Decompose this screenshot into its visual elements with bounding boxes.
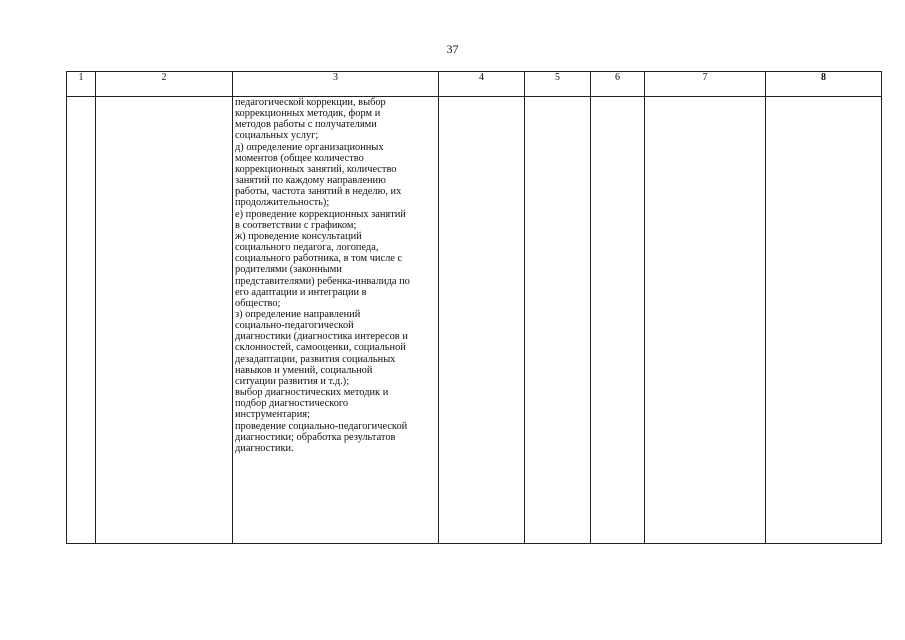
table-cell-2 (96, 97, 233, 544)
table-cell-1 (67, 97, 96, 544)
service-description-text: педагогической коррекции, выбор коррекционных методик, форм и методов работы с получателями социальных услуг; д) определение организационных моментов (общее количество коррекционных занятий, количество занятий по каждому направлению работы, частота занятий в неделю, их продолжительность); е) проведение коррекционных занятий в соответствии с графиком; ж) проведение консультаций социального педагога, логопеда, социального работника, в том числе с родителями (законными представителями) ребенка-инвалида по его адаптации и интеграции в общество; з) определение направлений социально-педагогической диагностики (диагностика интересов и склонностей, самооценки, социальной дезадаптации, развития социальных навыков и умений, социальной ситуации развития и т.д.); выбор диагностических методик и подбор диагностического инструментария; проведение социально-педагогической диагностики; обработка результатов диагностики. (235, 97, 410, 454)
table-row (67, 97, 882, 544)
column-header-7: 7 (645, 72, 766, 97)
column-header-5: 5 (525, 72, 591, 97)
column-header-1: 1 (67, 72, 96, 97)
page-number: 37 (446, 42, 459, 56)
table-header-row (67, 72, 882, 97)
table-cell-5 (525, 97, 591, 544)
column-header-6: 6 (591, 72, 645, 97)
services-table (66, 71, 882, 544)
table-cell-3 (233, 97, 439, 544)
column-header-4: 4 (439, 72, 525, 97)
table-cell-8 (766, 97, 882, 544)
column-header-8: 8 (766, 72, 882, 97)
table-cell-4 (439, 97, 525, 544)
column-header-3: 3 (233, 72, 439, 97)
table-cell-7 (645, 97, 766, 544)
table-cell-6 (591, 97, 645, 544)
column-header-2: 2 (96, 72, 233, 97)
